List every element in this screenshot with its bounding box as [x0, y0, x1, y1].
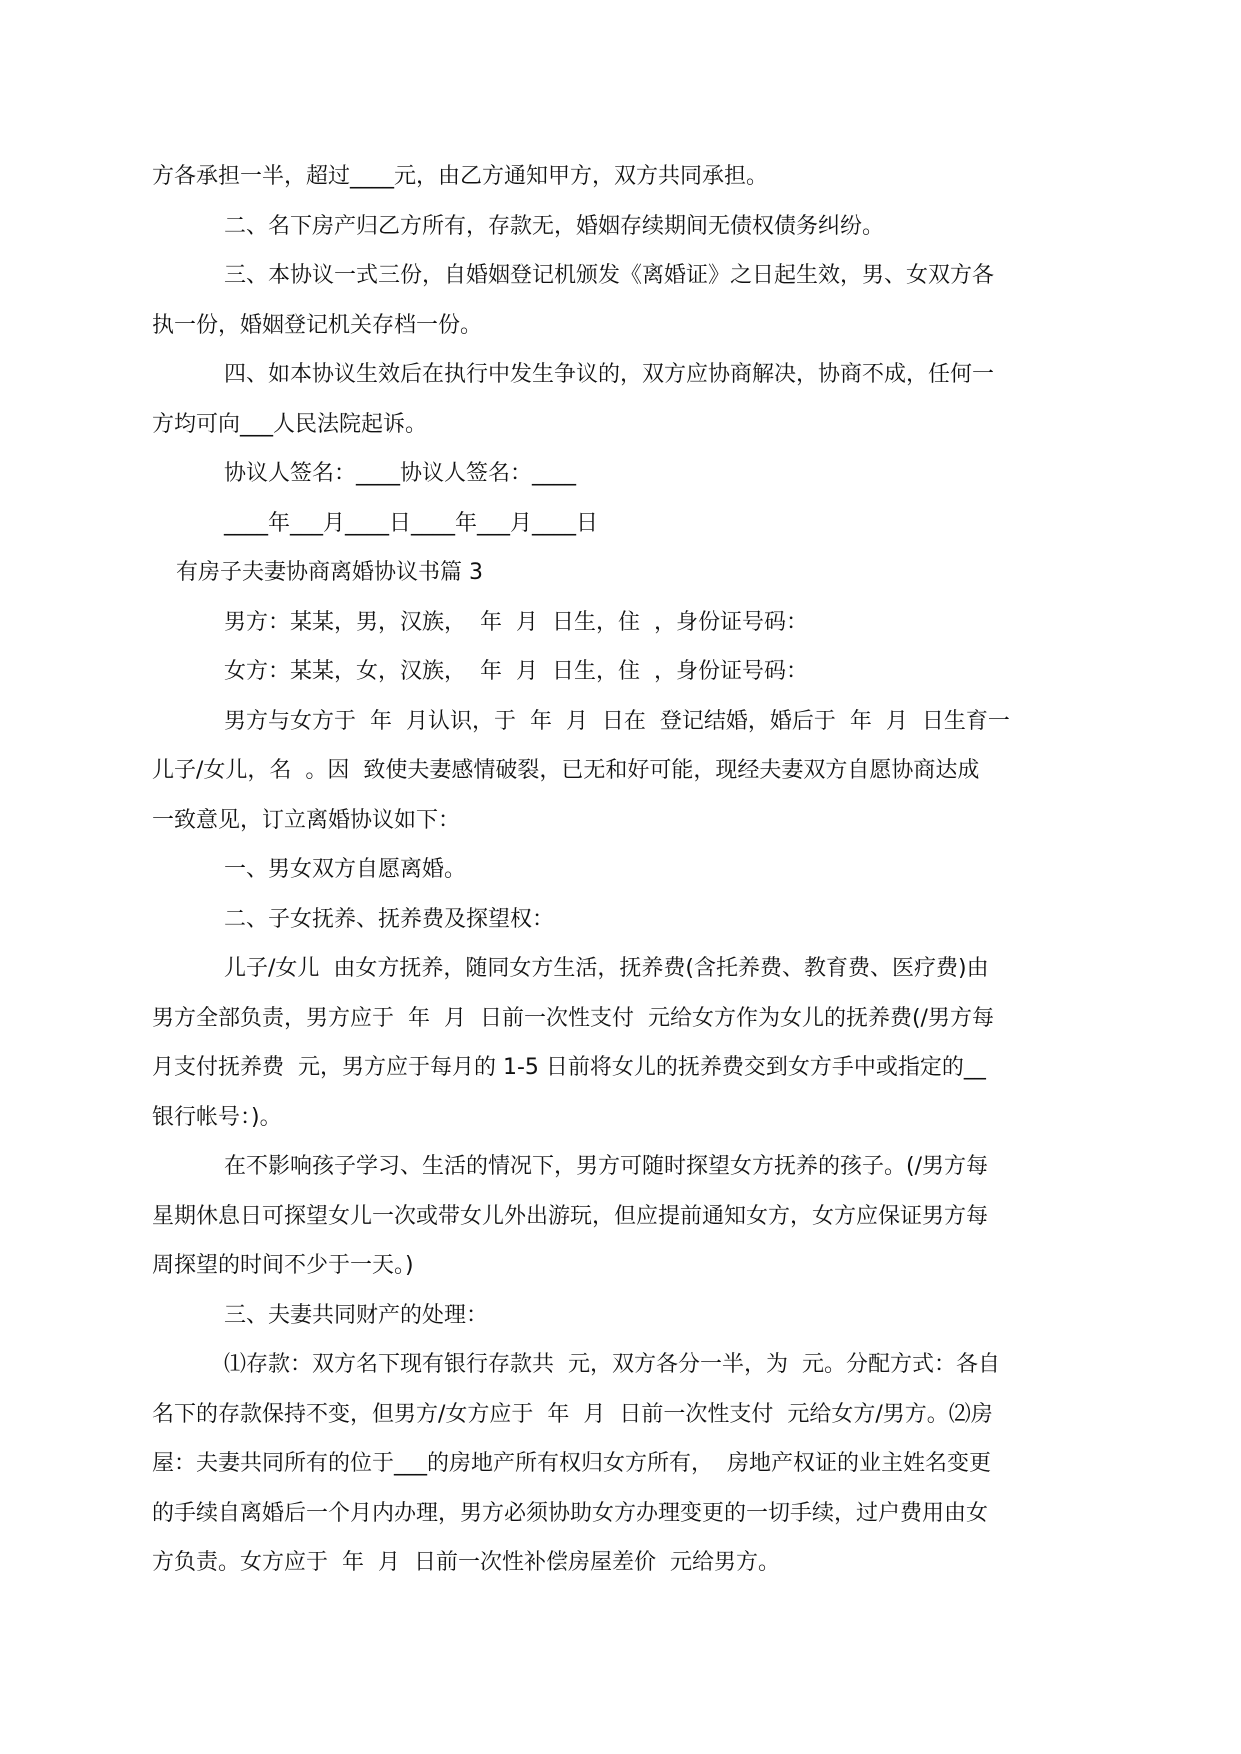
text-line: 执一份，婚姻登记机关存档一份。	[152, 312, 483, 338]
text-line: 月支付抚养费 元，男方应于每月的 1-5 日前将女儿的抚养费交到女方手中或指定的__	[152, 1055, 986, 1080]
text-line: 方均可向___人民法院起诉。	[152, 411, 428, 437]
text-line: 女方：某某，女，汉族， 年 月 日生，住 ，身份证号码：	[224, 659, 808, 684]
text-line: 男方：某某，男，汉族， 年 月 日生，住 ，身份证号码：	[224, 609, 808, 635]
text-line: ⑴存款：双方名下现有银行存款共 元，双方各分一半，为 元。分配方式：各自	[224, 1352, 1000, 1377]
text-line: 儿子/女儿，名 。因 致使夫妻感情破裂，已无和好可能，现经夫妻双方自愿协商达成	[152, 758, 980, 783]
text-line: 周探望的时间不少于一天。)	[152, 1253, 414, 1278]
text-line: 二、子女抚养、抚养费及探望权：	[224, 906, 555, 932]
text-line: 银行帐号：)。	[152, 1104, 282, 1130]
text-line: 一、男女双方自愿离婚。	[224, 857, 467, 882]
text-line: 四、如本协议生效后在执行中发生争议的，双方应协商解决，协商不成，任何一	[224, 362, 995, 387]
text-line: 三、本协议一式三份，自婚姻登记机颁发《离婚证》之日起生效，男、女双方各	[224, 263, 995, 288]
text-line: 方负责。女方应于 年 月 日前一次性补偿房屋差价 元给男方。	[152, 1550, 780, 1575]
text-line: 星期休息日可探望女儿一次或带女儿外出游玩，但应提前通知女方，女方应保证男方每	[152, 1203, 989, 1229]
text-line: 屋：夫妻共同所有的位于___的房地产所有权归女方所有， 房地产权证的业主姓名变更	[152, 1451, 991, 1476]
text-line: 方各承担一半，超过____元，由乙方通知甲方，双方共同承担。	[152, 164, 769, 189]
date-line: ____年___月____日____年___月____日	[224, 510, 599, 536]
signature-line: 协议人签名：____协议人签名：____	[224, 461, 577, 486]
text-line: 一致意见，订立离婚协议如下：	[152, 807, 461, 833]
section-heading: 有房子夫妻协商离婚协议书篇 3	[176, 560, 483, 585]
text-line: 男方全部负责，男方应于 年 月 日前一次性支付 元给女方作为女儿的抚养费(/男方每	[152, 1005, 994, 1031]
text-line: 名下的存款保持不变，但男方/女方应于 年 月 日前一次性支付 元给女方/男方。⑵房	[152, 1401, 993, 1427]
text-line: 三、夫妻共同财产的处理：	[224, 1302, 489, 1328]
text-line: 儿子/女儿 由女方抚养，随同女方生活，抚养费(含托养费、教育费、医疗费)由	[224, 956, 989, 981]
text-line: 在不影响孩子学习、生活的情况下，男方可随时探望女方抚养的孩子。(/男方每	[224, 1154, 988, 1179]
text-line: 男方与女方于 年 月认识，于 年 月 日在 登记结婚，婚后于 年 月 日生育一	[224, 708, 1010, 734]
text-line: 二、名下房产归乙方所有，存款无，婚姻存续期间无债权债务纠纷。	[224, 213, 885, 239]
text-line: 的手续自离婚后一个月内办理，男方必须协助女方办理变更的一切手续，过户费用由女	[152, 1500, 989, 1526]
document-body	[152, 152, 1094, 1588]
